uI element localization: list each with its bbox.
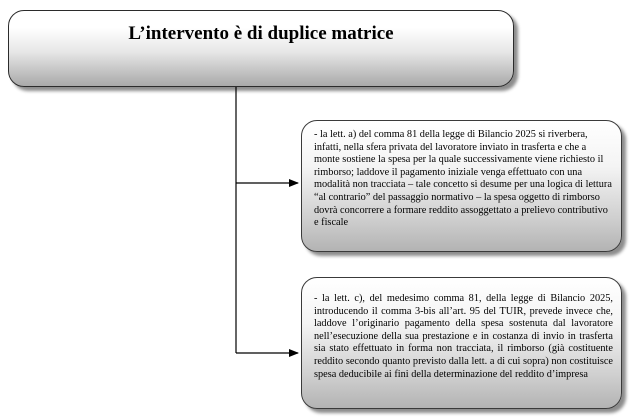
note-text-lett-a: - la lett. a) del comma 81 della legge di Bilancio 2025 si riverbera, infatti, nella sfera privata del lavoratore inviato in trasferta e che a monte sostiene la spesa per la quale successivamente viene richiesto il rimborso; laddove il pagamento iniziale venga effettuato con una modalità non tracciata – tale concetto si desume per una logica di lettura “al contrario” del passaggio normativo – la spesa oggetto di rimborso dovrà concorrere a formare reddito assoggettato a prelievo contributivo e fiscale	[314, 129, 612, 229]
diagram-title: L’intervento è di duplice matrice	[128, 23, 394, 44]
note-text-lett-c: - la lett. c), del medesimo comma 81, della legge di Bilancio 2025, introducendo il comma 3-bis all’art. 95 del TUIR, prevede invece che, laddove l’originario pagamento della spesa sostenuta dal lavoratore nell’esecuzione della sua prestazione e in costanza di invio in trasferta sia stato effettuato in forma non tracciata, il rimborso (già costituente reddito secondo quanto previsto dalla lett. a di cui sopra) non costituisce spesa deducibile ai fini della determinazione del reddito d’impresa	[314, 293, 613, 380]
note-box-lett-c	[301, 277, 622, 409]
note-box-lett-a	[301, 120, 622, 252]
